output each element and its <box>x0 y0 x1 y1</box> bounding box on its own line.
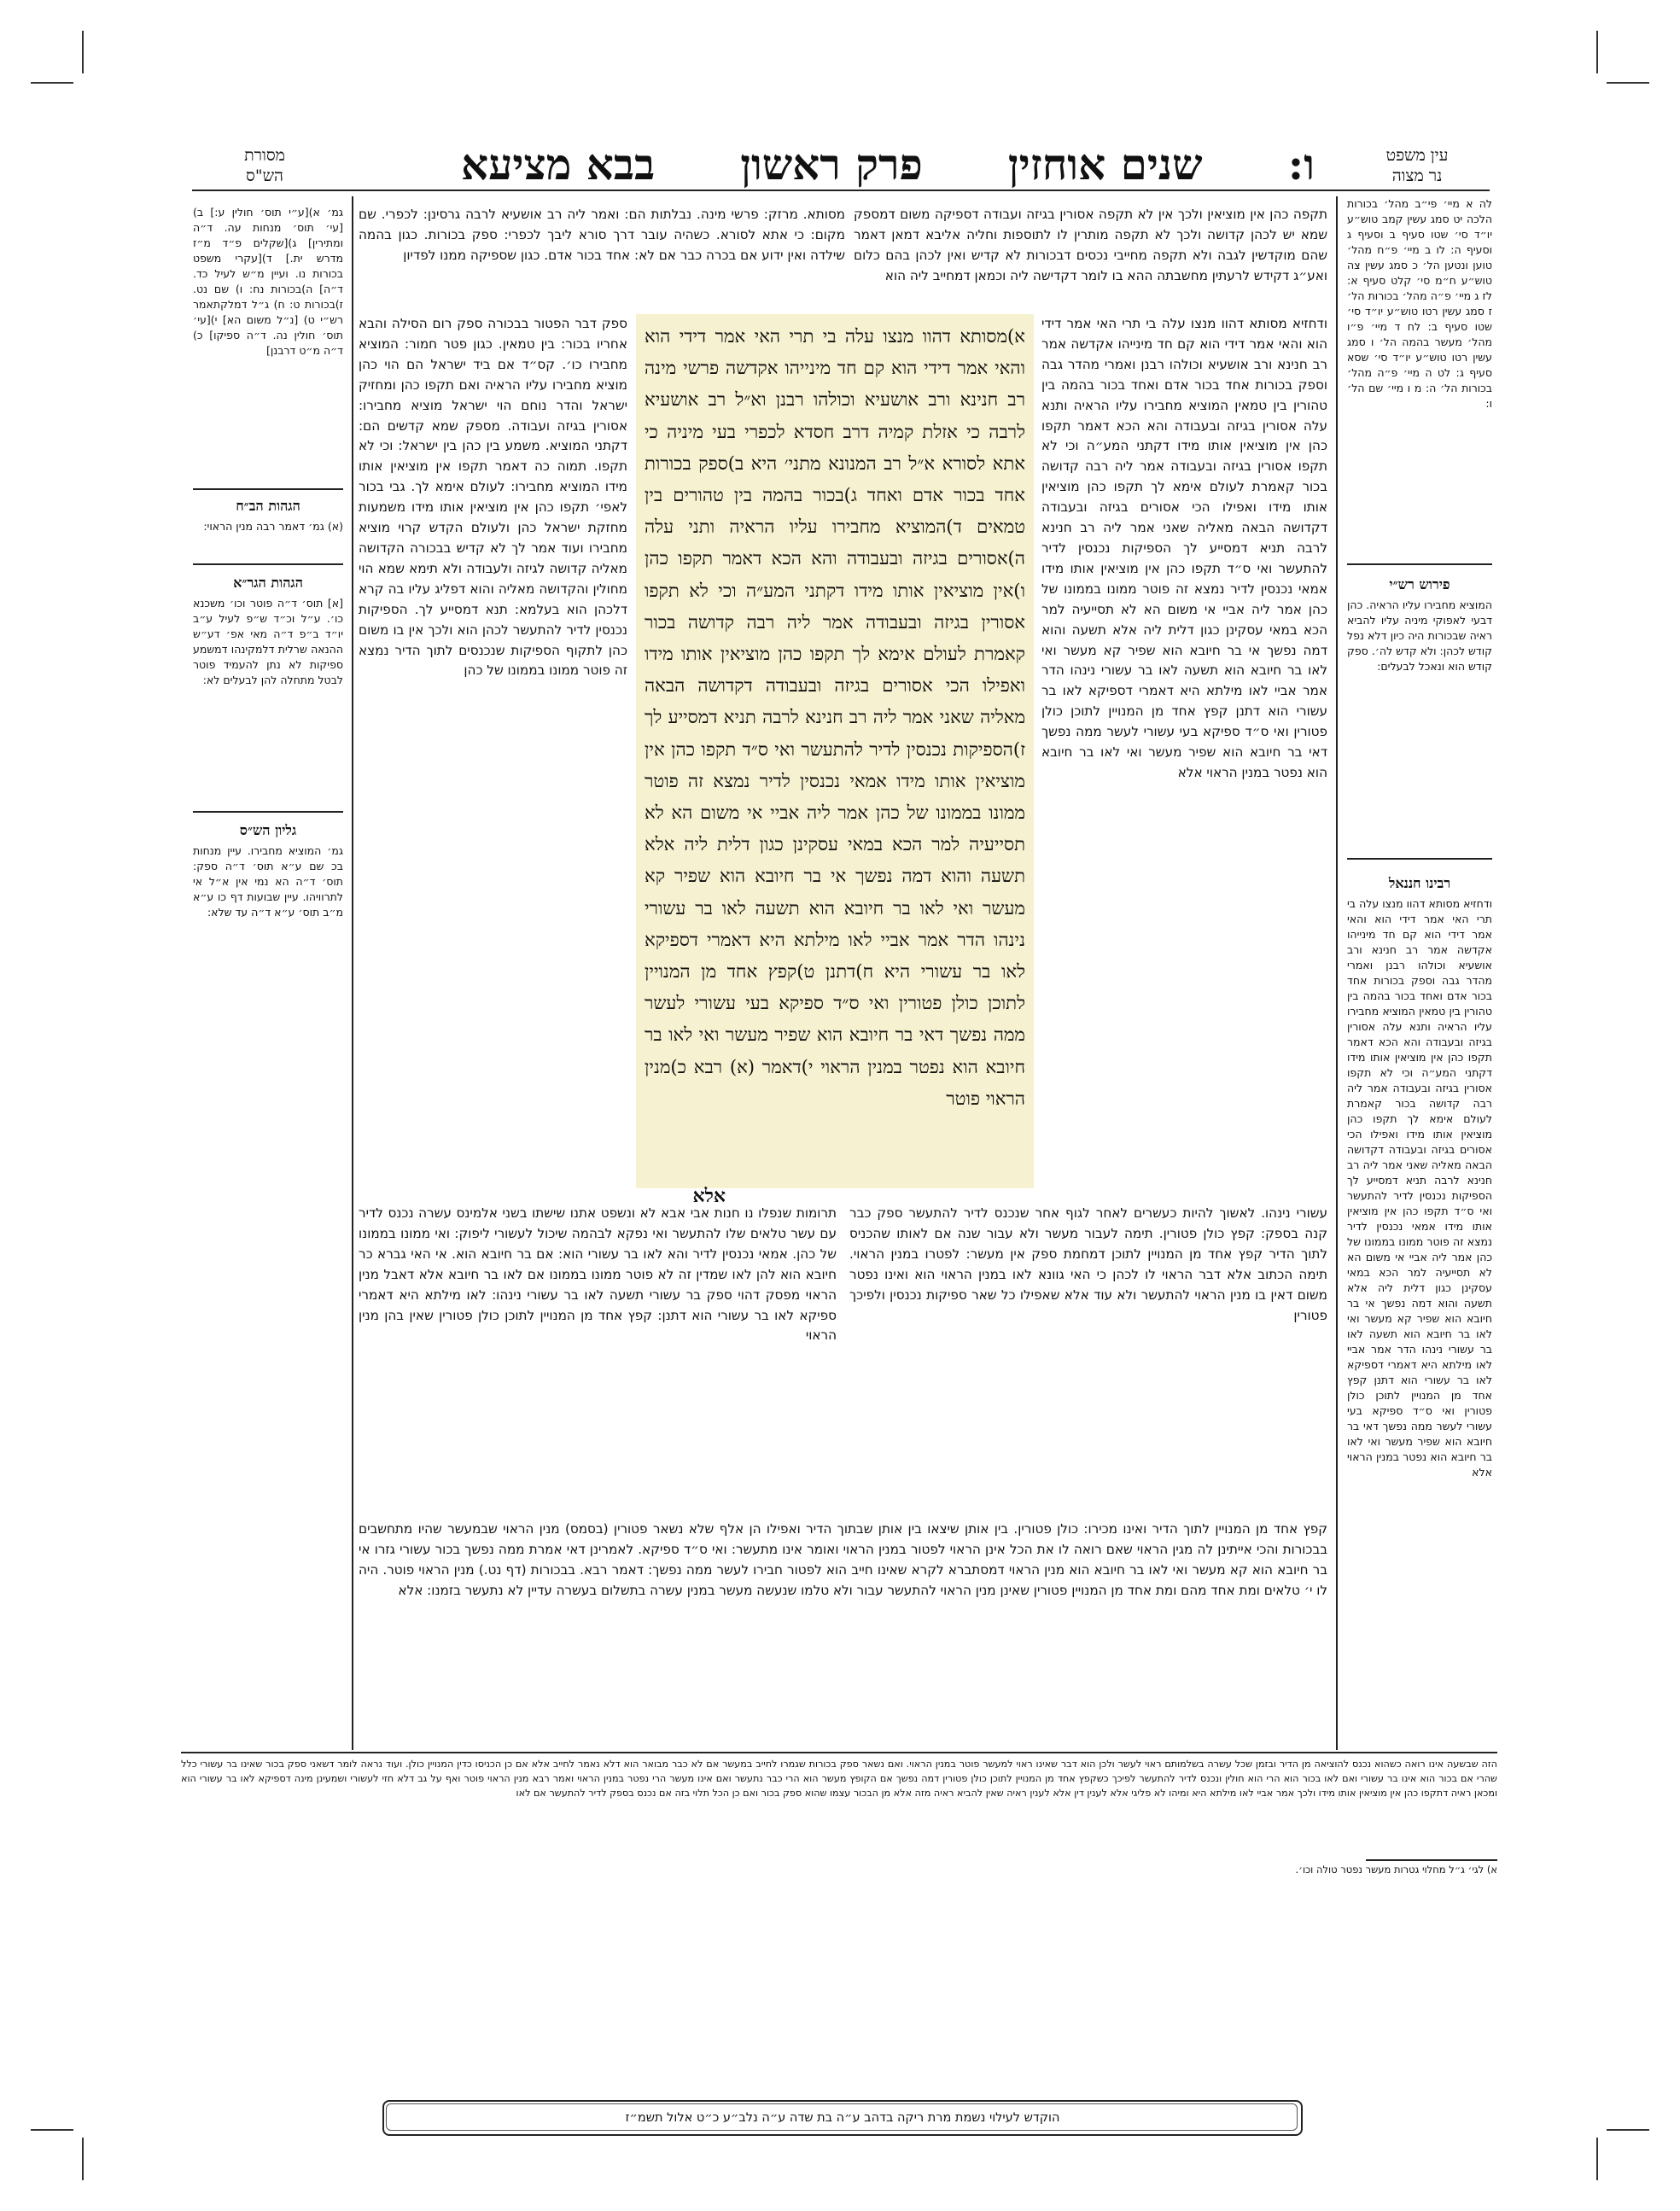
rashi-top-text: תקפה כהן אין מוציאין ולכך אין לא תקפה אסורין בגיזה ועבודה דספיקה משום דמספק שמא יש לכהן קדושה ולכך לא תקפה מותרין לו לתוספות וחליה אליבא דמאן דאמר שהם מוקדשין לגבה ולא תקפה מחייבי נכסים דבכורות לא קדיש ואין לכהן בהם כלום ואע״ג דקידש לרעתין מחשבתה ההא בו לומר דקדישה ליה וכמאן דמחייב ליה הוא <box>854 207 1327 283</box>
chapter-number: פרק ראשון <box>740 139 923 190</box>
rabbeinu-chananel-text: ודחזיא מסותא דהוו מנצו עלה בי תרי האי אמר דידי הוא והאי אמר דידי הוא קם חד מינייהו אקדשה אמר רב חנינא ורב אושעיא וכולהו רבנן ואמרי מהדר גבה וספק בכורות אחד בכור אדם ואחד בכור בהמה בין טהורין בין טמאין המוציא מחבירו עליו הראיה ותנא עלה אסורין בגיזה ובעבודה והא הכא דאמר תקפו כהן אין מוציאין אותו מידו דקתני המע״ה וכי לא תקפו אסורין בגיזה ובעבודה אמר ליה רבה קדושה בכור קאמרת לעולם אימא לך תקפו כהן מוציאין אותו מידו ואפילו הכי אסורים בגיזה ובעבודה דקדושה הבאה מאליה שאני אמר ליה רב חנינא לרבה תניא דמסייע לך הספיקות נכנסין לדיר להתעשר ואי ס״ד תקפו כהן אין מוציאין אותו מידו אמאי נכנסין לדיר נמצא זה פוטר ממונו בממונו של כהן אמר ליה אביי אי משום הא לא תסייעיה למר הכא במאי עסקינן כגון דלית ליה אלא תשעה והוא דמה נפשך אי בר חיובא הוא שפיר קא מעשר ואי לאו בר חיובא הוא תשעה לאו בר עשורי נינהו הדר אמר אביי לאו מילתא היא דאמרי דספיקא לאו בר עשורי הוא דתנן קפץ אחד מן המנויין לתוכן כולן פטורין ואי ס״ד ספיקא בעי עשורי לעשר ממה נפשך דאי בר חיובא הוא שפיר מעשר ואי לאו בר חיובא הוא נפטר במנין הראוי אלא <box>1347 897 1492 1479</box>
rabbeinu-chananel-title: רבינו חננאל <box>1388 875 1451 891</box>
divider <box>1347 858 1492 860</box>
masoret-hashas <box>193 205 343 487</box>
tosafot-top-text: מסותא. מרזק: פרשי מינה. נבלתות הם: ואמר ליה רב אושעיא לרבה גרסינן: לכפרי. שם מקום: כי אתא לסורא. כשהיה עובר דרך סורא ליבך לכפרי: ספק בכורות. כגון בהמה שילדה ואין ידוע אם בכרה כבר אם לא: אחד בכור אדם. כגון שספיקה ממנו לפדיון <box>359 207 845 263</box>
tractate-name: בבא מציעא <box>461 139 656 190</box>
rashi-lower-text: עשורי נינהו. לאשוך להיות כעשרים לאחר לגוף אחר שנכנס לדיר להתעשר ספק כבר קנה בספק: קפץ כולן פטורין. תימה לעבור מעשר ולא עבור שנה אם לאותו שהכניס לתוך הדיר קפץ אחד מן המנויין לתוכן דמחמת ספק אין מעשר: לפטרו במנין הראוי. תימה הכתוב אלא דבר הראוי לו לכהן כי האי גוונא לאו במנין הראוי הוא ואינו נפטר משום דאין בו מנין הראוי להתעשר ולא עוד אלא שאפילו כל שאר ספיקות נכנסין ולפיכך פטורין <box>849 1205 1327 1323</box>
rashi-bottom-text: קפץ אחד מן המנויין לתוך הדיר ואינו מכירו: כולן פטורין. בין אותן שיצאו בין אותן שבתוך הדיר ואפילו הן אלף שלא נשאר פטורין (בסמס) מנין הראוי שבמעשר שהיו מתחשבים בבכורות והכי אייתינן לה מגין הראוי שאם רואה לו את הכל אינן הראוי לפטור במנין הראוי ואומר אינו מתעשר: ואי ס״ד ספיקא. לאמרינן דאי אמרת ממה נפשך בכור עשורי גזרו אי בר חיובא הוא קא מעשר ואי לאו בר חיובא הוא מנין הראוי דמסתברא לקרא שאינו חייב הוא לפטור חבירו לעשר ממה נפשך: דאמר רבא. בבכורות (דף נט.) מנין הראוי פוטר. היה לו י׳ טלאים ומת אחד מהם ומת אחד מן המנויין פטורין שאינן מנין הראוי להתעשר עבור ולא טלמו שנעשה מעשר במנין עשרה בתשלום בעשרה עדיין לא נתעשר בזמנו: אלא <box>359 1521 1327 1598</box>
ein-mishpat-heading: עין משפט נר מצוה <box>1385 146 1449 185</box>
rabbeinu-chananel <box>1347 871 1492 1746</box>
daf-number: ו: <box>1287 139 1315 190</box>
ein-mishpat-text: לה א מיי׳ פי״ב מהל׳ בכורות הלכה יט סמג עשין קמב טוש״ע יו״ד סי׳ שטו סעיף ב וסעיף ג וסעיף ה: לו ב מיי׳ פ״ח מהל׳ טוען ונטען הל׳ כ סמג עשין צה טוש״ע ח״מ סי׳ קלט סעיף א: לז ג מיי׳ פ״ה מהל׳ בכורות הל׳ ז סמג עשין רטו טוש״ע יו״ד סי׳ שטו סעיף ב: לח ד מיי׳ פ״ו מהל׳ מעשר בהמה הל׳ ו סמג עשין רטו טוש״ע יו״ד סי׳ שסא סעיף ג: לט ה מיי׳ פ״ה מהל׳ בכורות הל׳ ה: מ ו מיי׳ שם הל׳ ו: <box>1347 197 1492 410</box>
side-box-text: המוציא מחבירו עליו הראיה. כהן דבעי לאפוקי מיניה עליו להביא ראיה שבכורות היה כיון דלא נפל קודש לכהן: ולא קדש לה׳. ספק קודש הוא ונאכל לבעלים: <box>1347 598 1492 673</box>
side-box-title: פירוש רש״י <box>1389 576 1450 592</box>
masoret-text: גמ׳ א)[ע״י תוס׳ חולין ע:] ב) [עי׳ תוס׳ מנחות עה. ד״ה ומתירין] ג)[שקלים פ״ד מ״ז מדרש ית.] ד)[עקרי משפט בכורות נו. ועיין מ״ש לעיל כד. ד״ה] ה)בכורות נח: ו) שם נט. ז)בכורות ט: ח) ג״ל דמלקתאמר רש״י ט) [נ״ל משום הא] י)[עי׳ תוס׳ חולין נה. ד״ה ספיקו] כ) ד״ה מ״ט דרבנן] <box>193 206 343 357</box>
tosafot-lower <box>359 1204 837 1511</box>
page-header <box>461 138 1315 190</box>
crop-mark <box>31 82 73 84</box>
hagahot-gra-text: [א] תוס׳ ד״ה פוטר וכו׳ משכנא כו׳. ע״ל וכ״ד ש״פ לעיל ע״ב יו״ד ב״פ ד״ה מאי אפ׳ דע״ש ההנאה שרלית דלמקינהו דמשמע ספיקות לא נתן להעמיד פוטר לבטל מתחלה להן לבעלים לא: <box>193 597 343 686</box>
footnote-small: א) לגי׳ ג״ל מחלוי גטרות מעשר נפטר טולה וכו׳. <box>1295 1864 1497 1876</box>
footnote-text: הזה שבשעה אינו רואה כשהוא נכנס להוציאה מן הדיר ובזמן שכל עשרה בשלמותם ראוי לעשר ולכן הוא דבר שאינו ראוי למעשר פוטר במנין הראוי. ואם נשאר ספק בכורות שגמרו לחייב במעשר אם לא כבר מבואר הוא דלא נאמר לחייב אלא אם כן הכניסו כדין המנויין כולן. ועוד נראה לומר דשאני ספק בכור שאינו בר עשורי כלל שהרי אם בכור הוא אינו בר עשורי ואם לאו בכור הוא הרי הוא חולין ונכנס לדיר להתעשר לפיכך כשקפץ אחד מן המנויין לתוכן כולן פטורין דמה נפשך אם הקופץ מעשר הוא הרי כבר נתעשר ואם אינו מעשר הרי נפטר במנין הראוי ואמר רבא מנין הראוי פוטר ואף על גב דלא חזי לעשורי ושמעינן מינה דספיקא לאו בר עשורי הוא ומכאן ראיה דתקפו כהן אין מוציאין אותו מידו ולכך אמר אביי לאו מילתא היא ומיהו לא פליגי אלא לענין דין אלא לענין ראיה שאין להביא ראיה מזה אלא מן הבכור עצמו שהוא ספק בכור ואם כן הכל תלוי בזה אם נכנס בספק לדיר להתעשר אם לאו <box>181 1759 1497 1799</box>
tosafot-top <box>359 205 845 309</box>
crop-mark <box>82 31 84 73</box>
gilyon-hashas-title: גליון הש״ס <box>239 822 297 838</box>
crop-mark <box>1607 2129 1649 2131</box>
masoret-heading: מסורת הש"ס <box>244 146 285 185</box>
dedication-inner-border <box>386 2103 1298 2131</box>
divider <box>1347 563 1492 565</box>
hagahot-gra-title: הגהות הגר״א <box>233 575 303 591</box>
rashi-side-box <box>1347 572 1492 845</box>
rashi-bottom <box>359 1520 1327 1743</box>
chapter-name: שנים אוחזין <box>1007 139 1203 190</box>
divider <box>193 811 343 813</box>
gemara-catchword: אלא <box>692 1185 726 1207</box>
gilyon-hashas <box>193 818 343 963</box>
footnote-rule-short <box>1366 1859 1497 1861</box>
divider <box>193 563 343 565</box>
gemara-paragraph: א)מסותא דהוו מנצו עלה בי תרי האי אמר דידי הוא והאי אמר דידי הוא קם חד מינייהו אקדשה פרשי מינה רב חנינא ורב אושעיא וכולהו רבנן וא״ל רב אושעיא לרבה כי אזלת קמיה דרב חסדא לכפרי בעי מיניה כי אתא לסורא א״ל רב המנונא מתני׳ היא ב)ספק בכורות אחד בכור אדם ואחד ג)בכור בהמה בין טהורים בין טמאים ד)המוציא מחבירו עליו הראיה ותני עלה ה)אסורים בגיזה ובעבודה והא הכא דאמר תקפו כהן ו)אין מוציאין אותו מידו דקתני המע״ה וכי לא תקפו אסורין בגיזה ובעבודה אמר ליה רבה קדושה בכור קאמרת לעולם אימא לך תקפו כהן מוציאין אותו מידו ואפילו הכי אסורים בגיזה ובעבודה דקדושה הבאה מאליה שאני אמר ליה רב חנינא לרבה תניא דמסייע לך ז)הספיקות נכנסין לדיר להתעשר ואי ס״ד תקפו כהן אין מוציאין אותו מידו אמאי נכנסין לדיר נמצא זה פוטר ממונו בממונו של כהן אמר ליה אביי אי משום הא לא תסייעיה למר הכא במאי עסקינן כגון דלית ליה אלא תשעה והוא דמה נפשך אי בר חיובא הוא שפיר קא מעשר ואי לאו בר חיובא הוא תשעה לאו בר עשורי נינהו הדר אמר אביי לאו מילתא היא דאמרי דספיקא לאו בר עשורי היא ח)דתנן ט)קפץ אחד מן המנויין לתוכן כולן פטורין ואי ס״ד ספיקא בעי עשורי לעשר ממה נפשך דאי בר חיובא הוא שפיר מעשר ואי לאו בר חיובא הוא נפטר במנין הראוי י)דאמר (א) רבא כ)מנין הראוי פוטר <box>645 325 1025 1109</box>
dedication-text: הוקדש לעילוי נשמת מרת ריקה בדהב ע״ה בת שדה ע״ה נלב״ע כ״ט אלול תשמ״ז <box>625 2111 1060 2125</box>
tosafot-column-text: ספק דבר הפטור בבכורה ספק רום הסילה והבא אחריו בכור: בין טמאין. כגון פטר חמור: המוציא מחבירו כו׳. קס״ד אם ביד ישראל הם הוי כהן מוציא מחבירו עליו הראיה ואם תקפו כהן ומחזיק ישראל והדר נוחם הוי ישראל מוציא מחבירו: אסורין בגיזה ועבודה. מספק שמא קדשים הם: דקתני המוציא. משמע בין כהן בין ישראל: וכי לא תקפו. תמוה כה דאמר תקפו אין מוציאין אותו מידו המוציא מחבירו: לעולם אימא לך. גבי בכור לאפי׳ תקפו כהן אין מוציאין אותו מידו משמעות מחזקת ישראל כהן ולעולם הקדש קרוי מוציא מחבירו ועוד אמר לך לא קדיש בבכורה הקדושה מאליה קדושה לגיזה ולעבודה ולא תימא שמא הוי מחולין והקדושה מאליה והוא דפליג עליו בה קרא דלכהן הוא בעלמא: תנא דמסייע לך. הספיקות נכנסין לדיר להתעשר לכהן הוא ולכך אין בו משום כהן לתקוף הספיקות שנכנסים לתוך הדיר נמצא זה פוטר ממונו בממונו של כהן <box>359 316 627 679</box>
hagahot-bach-title: הגהות הב״ח <box>236 498 300 514</box>
crop-mark <box>31 2129 73 2131</box>
crop-mark <box>1596 2138 1598 2180</box>
tosafot-column <box>359 314 627 1198</box>
tosafot-lower-text: תרומות שנפלו נו חנות אבי אבא לא ונשפט אתנו שישתו בשני אלמינס עשרה נכנס לדיר עם עשר טלאים שלו להתעשר ואי נפקא לבהמה שיכול לעשורי ליפוק: ואי ממונו בממונו של כהן. אמאי נכנסין לדיר והא לאו בר עשורי הוא: אם בר חיובא הוא. אי האי גברא כר חיובא הוא להן לאו שמדין זה לא פוטר ממונו בממונו אם לאו בר חיובא אלא דאבל מנין הראוי מפסק דהוי ספק בר עשורי תשעה לאו בר עשורי נינהו: לאו מילתא היא דאמרי ספיקא לאו בר עשורי הוא דתנן: קפץ אחד מן המנויין לתוכן כולן פטורין שאין בהן מנין הראוי <box>359 1205 837 1344</box>
header-rule <box>192 190 1490 191</box>
divider <box>193 488 343 490</box>
hagahot-gra <box>193 570 343 805</box>
rashi-column-text: ודחזיא מסותא דהוו מנצו עלה בי תרי האי אמר דידי הוא והאי אמר דידי הוא קם חד מינייהו אקדשה אמר רב חנינא ורב אושעיא וכולהו רבנן ואמרי מהדר גבה וספק בכורות אחד בכור אדם ואחד בכור בהמה בין טהורין בין טמאין המוציא מחבירו עליו הראיה ותנא עלה אסורין בגיזה ובעבודה והא הכא דאמר תקפו כהן אין מוציאין אותו מידו דקתני המע״ה וכי לא תקפו אסורין בגיזה ובעבודה אמר ליה רבה קדושה בכור קאמרת לעולם אימא לך תקפו כהן מוציאין אותו מידו ואפילו הכי אסורים בגיזה ובעבודה דקדושה הבאה מאליה שאני אמר ליה רב חנינא לרבה תניא דמסייע לך הספיקות נכנסין לדיר להתעשר ואי ס״ד תקפו כהן אין מוציאין אותו מידו אמאי נכנסין לדיר נמצא זה פוטר ממונו בממונו של כהן אמר ליה אביי אי משום הא לא תסייעיה למר הכא במאי עסקינן כגון דלית ליה אלא תשעה והוא דמה נפשך אי בר חיובא הוא שפיר קא מעשר ואי לאו בר חיובא הוא תשעה לאו בר עשורי נינהו הדר אמר אביי לאו מילתא היא דאמרי דספיקא לאו בר עשורי הוא דתנן קפץ אחד מן המנויין לתוכן כולן פטורין ואי ס״ד ספיקא בעי עשורי לעשר ממה נפשך דאי בר חיובא הוא שפיר מעשר ואי לאו בר חיובא הוא נפטר במנין הראוי אלא <box>1041 316 1327 780</box>
crop-mark <box>1596 31 1598 73</box>
hagahot-bach <box>193 493 343 557</box>
gilyon-hashas-text: גמ׳ המוציא מחבירו. עיין מנחות בכ שם ע״א תוס׳ ד״ה ספק: תוס׳ ד״ה הא נמי אין א״ל אי לתרוויהו. עיין שבועות דף כו ע״א מ״ב תוס׳ ע״א ד״ה עד שלא: <box>193 844 343 919</box>
rashi-top <box>854 205 1327 309</box>
gemara-text <box>645 320 1025 1182</box>
rashi-lower <box>849 1204 1327 1511</box>
footnote-rule <box>181 1752 1497 1753</box>
column-rule <box>1336 196 1338 1750</box>
column-rule <box>352 196 353 1750</box>
ein-mishpat <box>1347 196 1492 563</box>
crop-mark <box>1607 82 1649 84</box>
crop-mark <box>82 2138 84 2180</box>
hagahot-bach-text: (א) גמ׳ דאמר רבה מנין הראוי: <box>203 520 343 533</box>
rashi-column <box>1041 314 1327 1198</box>
